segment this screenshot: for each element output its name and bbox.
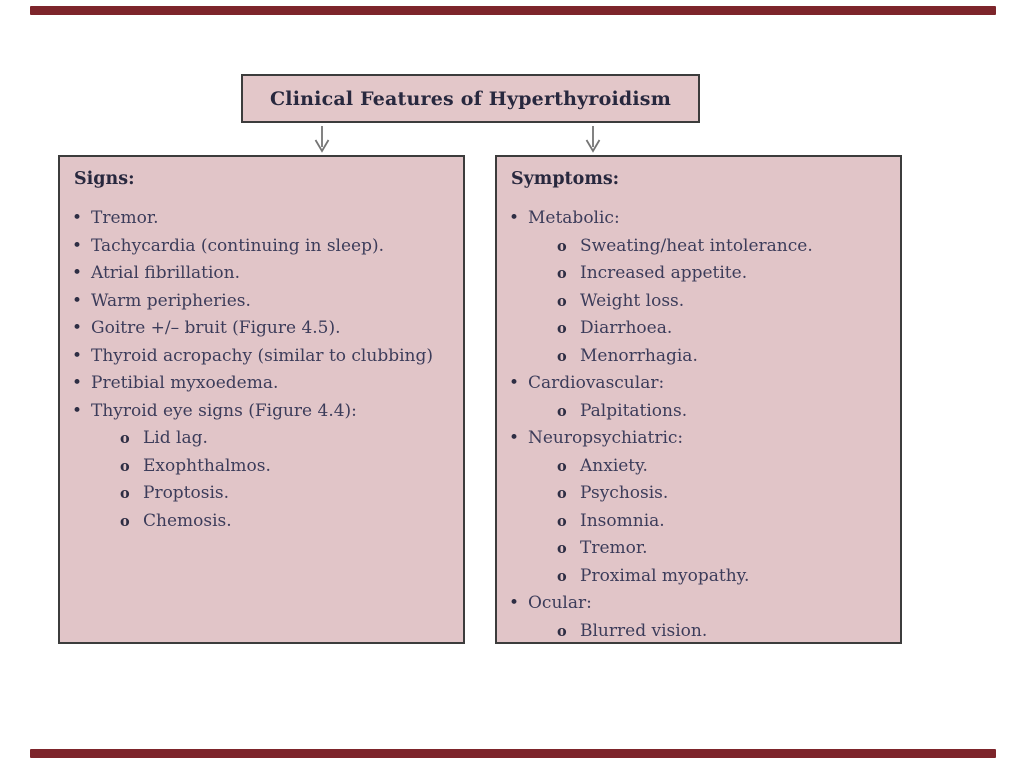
list-item [74,343,449,371]
sub-list-item: o Psychosis. [528,480,886,508]
sub-list [528,398,886,426]
list-item [74,398,449,536]
list-item [74,315,449,343]
list-item-text: • Goitre +/– bruit (Figure 4.5). [91,318,341,338]
title-box [241,74,700,123]
list-item-text: • Tremor. [91,208,159,228]
signs-header: Signs: [74,169,135,189]
sub-list-item: o Menorrhagia. [528,343,886,371]
list-item [74,288,449,316]
symptoms-box [495,155,902,644]
sub-list-item: o Tremor. [528,535,886,563]
top-rule-bar [30,6,996,15]
sub-list-item: o Proximal myopathy. [528,563,886,591]
list-item-text: • Thyroid eye signs (Figure 4.4): [91,400,357,421]
sub-list-item: o Weight loss. [528,288,886,316]
symptoms-header: Symptoms: [511,169,620,189]
list-item [74,233,449,261]
list-item-text: • Ocular: [528,593,592,613]
list-item [74,205,449,233]
list-item-text: • Atrial fibrillation. [91,263,240,283]
diagram-title: Clinical Features of Hyperthyroidism [269,87,672,110]
list-item [511,205,886,370]
sub-list-item: o Exophthalmos. [91,453,449,481]
sub-list-item: o Chemosis. [91,508,449,536]
sub-list-item: o Lid lag. [91,425,449,453]
list-item-text: • Tachycardia (continuing in sleep). [91,235,385,256]
sub-list [528,233,886,371]
list-item-text: • Warm peripheries. [91,290,251,311]
sub-list-item: o Insomnia. [528,508,886,536]
list-item [511,370,886,425]
list-item-text: • Thyroid acropachy (similar to clubbing) [91,345,433,366]
signs-list [74,205,449,535]
arrow-down-left-icon [316,126,329,151]
signs-box [58,155,465,644]
sub-list-item: o Increased appetite. [528,260,886,288]
list-item [511,590,886,645]
sub-list [528,453,886,591]
list-item [74,370,449,398]
sub-list [91,425,449,535]
sub-list-item: o Palpitations. [528,398,886,426]
sub-list-item: o Anxiety. [528,453,886,481]
symptoms-list [511,205,886,645]
list-item [74,260,449,288]
bottom-rule-bar [30,749,996,758]
list-item [511,425,886,590]
sub-list-item: o Proptosis. [91,480,449,508]
sub-list-item: o Sweating/heat intolerance. [528,233,886,261]
sub-list [528,618,886,646]
arrow-down-right-icon [587,126,600,151]
sub-list-item: o Blurred vision. [528,618,886,646]
sub-list-item: o Diarrhoea. [528,315,886,343]
list-item-text: • Metabolic: [528,208,620,228]
list-item-text: • Neuropsychiatric: [528,428,684,448]
list-item-text: • Cardiovascular: [528,373,665,393]
list-item-text: • Pretibial myxoedema. [91,373,279,393]
